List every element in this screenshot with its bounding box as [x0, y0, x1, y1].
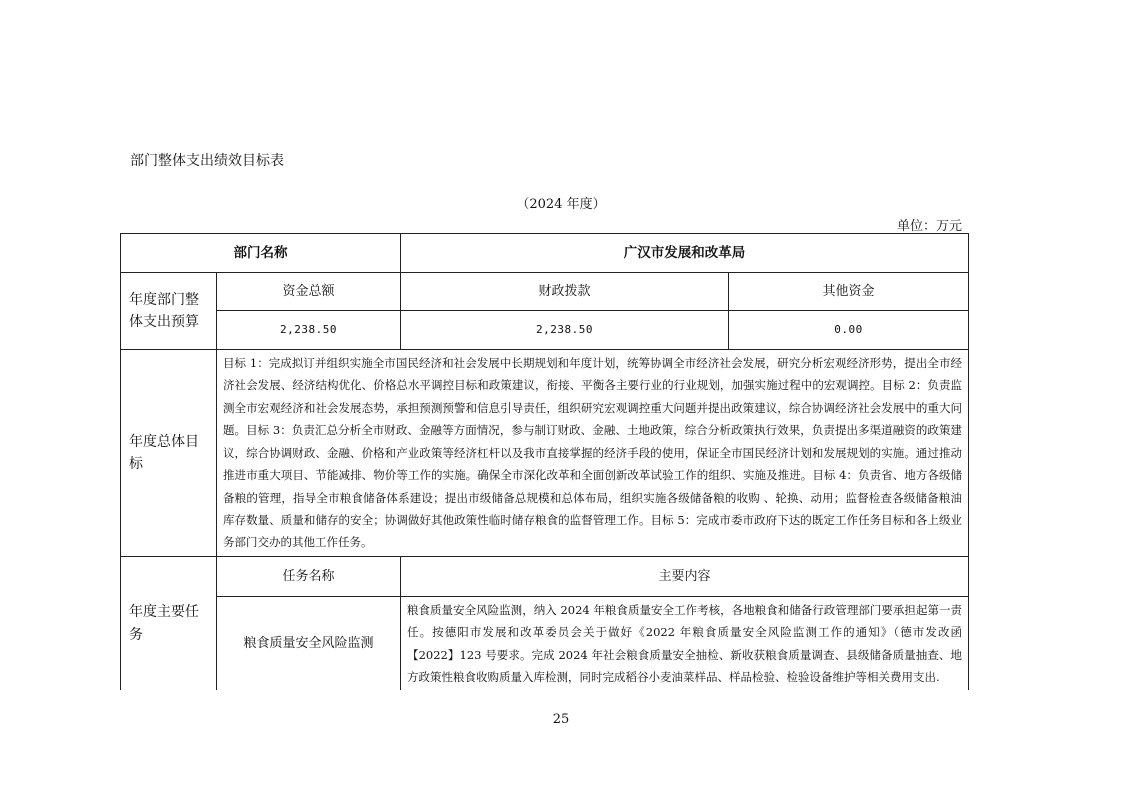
budget-value-other: 0.00	[729, 311, 969, 350]
dept-name-value: 广汉市发展和改革局	[401, 234, 969, 273]
budget-header-total: 资金总额	[217, 273, 401, 311]
budget-header-row	[121, 273, 969, 311]
performance-target-table	[120, 233, 969, 690]
unit-label: 单位：万元	[896, 219, 962, 234]
task-row	[121, 596, 969, 690]
budget-value-row	[121, 311, 969, 350]
dept-name-label: 部门名称	[121, 234, 401, 273]
task-name: 粮食质量安全风险监测	[217, 596, 401, 690]
task-label: 年度主要任务	[121, 556, 217, 690]
task-header-name: 任务名称	[217, 556, 401, 596]
task-header-row	[121, 556, 969, 596]
goal-label: 年度总体目标	[121, 350, 217, 557]
budget-label: 年度部门整体支出预算	[121, 273, 217, 350]
budget-header-fiscal: 财政拨款	[401, 273, 729, 311]
dept-name-row	[121, 234, 969, 273]
page-title: 部门整体支出绩效目标表	[130, 153, 284, 169]
task-content: 粮食质量安全风险监测，纳入 2024 年粮食质量安全工作考核，各地粮食和储备行政管理部门要承担起第一责任。按德阳市发展和改革委员会关于做好《2022 年粮食质量安全风险监测工作的通知》（德市发改函【2022】123 号要求。完成 2024 年社会粮食质量安全抽检、新收获粮食质量调查、县级储备质量抽查、地方政策性粮食收购质量入库检测，同时完成稻谷小麦油菜样品、样品检验、检验设备维护等相关费用支出.	[401, 596, 969, 690]
goal-row	[121, 350, 969, 557]
budget-value-fiscal: 2,238.50	[401, 311, 729, 350]
year-label: （2024 年度）	[516, 197, 606, 212]
goal-text: 目标 1：完成拟订并组织实施全市国民经济和社会发展中长期规划和年度计划，统筹协调全市经济社会发展，研究分析宏观经济形势，提出全市经济社会发展、经济结构优化、价格总水平调控目标和政策建议，衔接、平衡各主要行业的行业规划，加强实施过程中的宏观调控。目标 2：负责监测全市宏观经济和社会发展态势，承担预测预警和信息引导责任，组织研究宏观调控重大问题并提出政策建议，综合协调经济社会发展中的重大问题。目标 3：负责汇总分析全市财政、金融等方面情况，参与制订财政、金融、土地政策，综合分析政策执行效果，负责提出多渠道融资的政策建议，综合协调财政、金融、价格和产业政策等经济杠杆以及我市直接掌握的经济手段的使用，保证全市国民经济计划和发展规划的实施。通过推动推进市重大项目、节能减排、物价等工作的实施。确保全市深化改革和全面创新改革试验工作的组织、实施及推进。目标 4：负责省、地方各级储备粮的管理，指导全市粮食储备体系建设；提出市级储备总规模和总体布局，组织实施各级储备粮的收购 、轮换、动用；监督检查各级储备粮油库存数量、质量和储存的安全；协调做好其他政策性临时储存粮食的监督管理工作。目标 5：完成市委市政府下达的既定工作任务目标和各上级业务部门交办的其他工作任务。	[217, 350, 969, 557]
budget-header-other: 其他资金	[729, 273, 969, 311]
budget-value-total: 2,238.50	[217, 311, 401, 350]
page-number: 25	[552, 712, 570, 727]
task-header-content: 主要内容	[401, 556, 969, 596]
